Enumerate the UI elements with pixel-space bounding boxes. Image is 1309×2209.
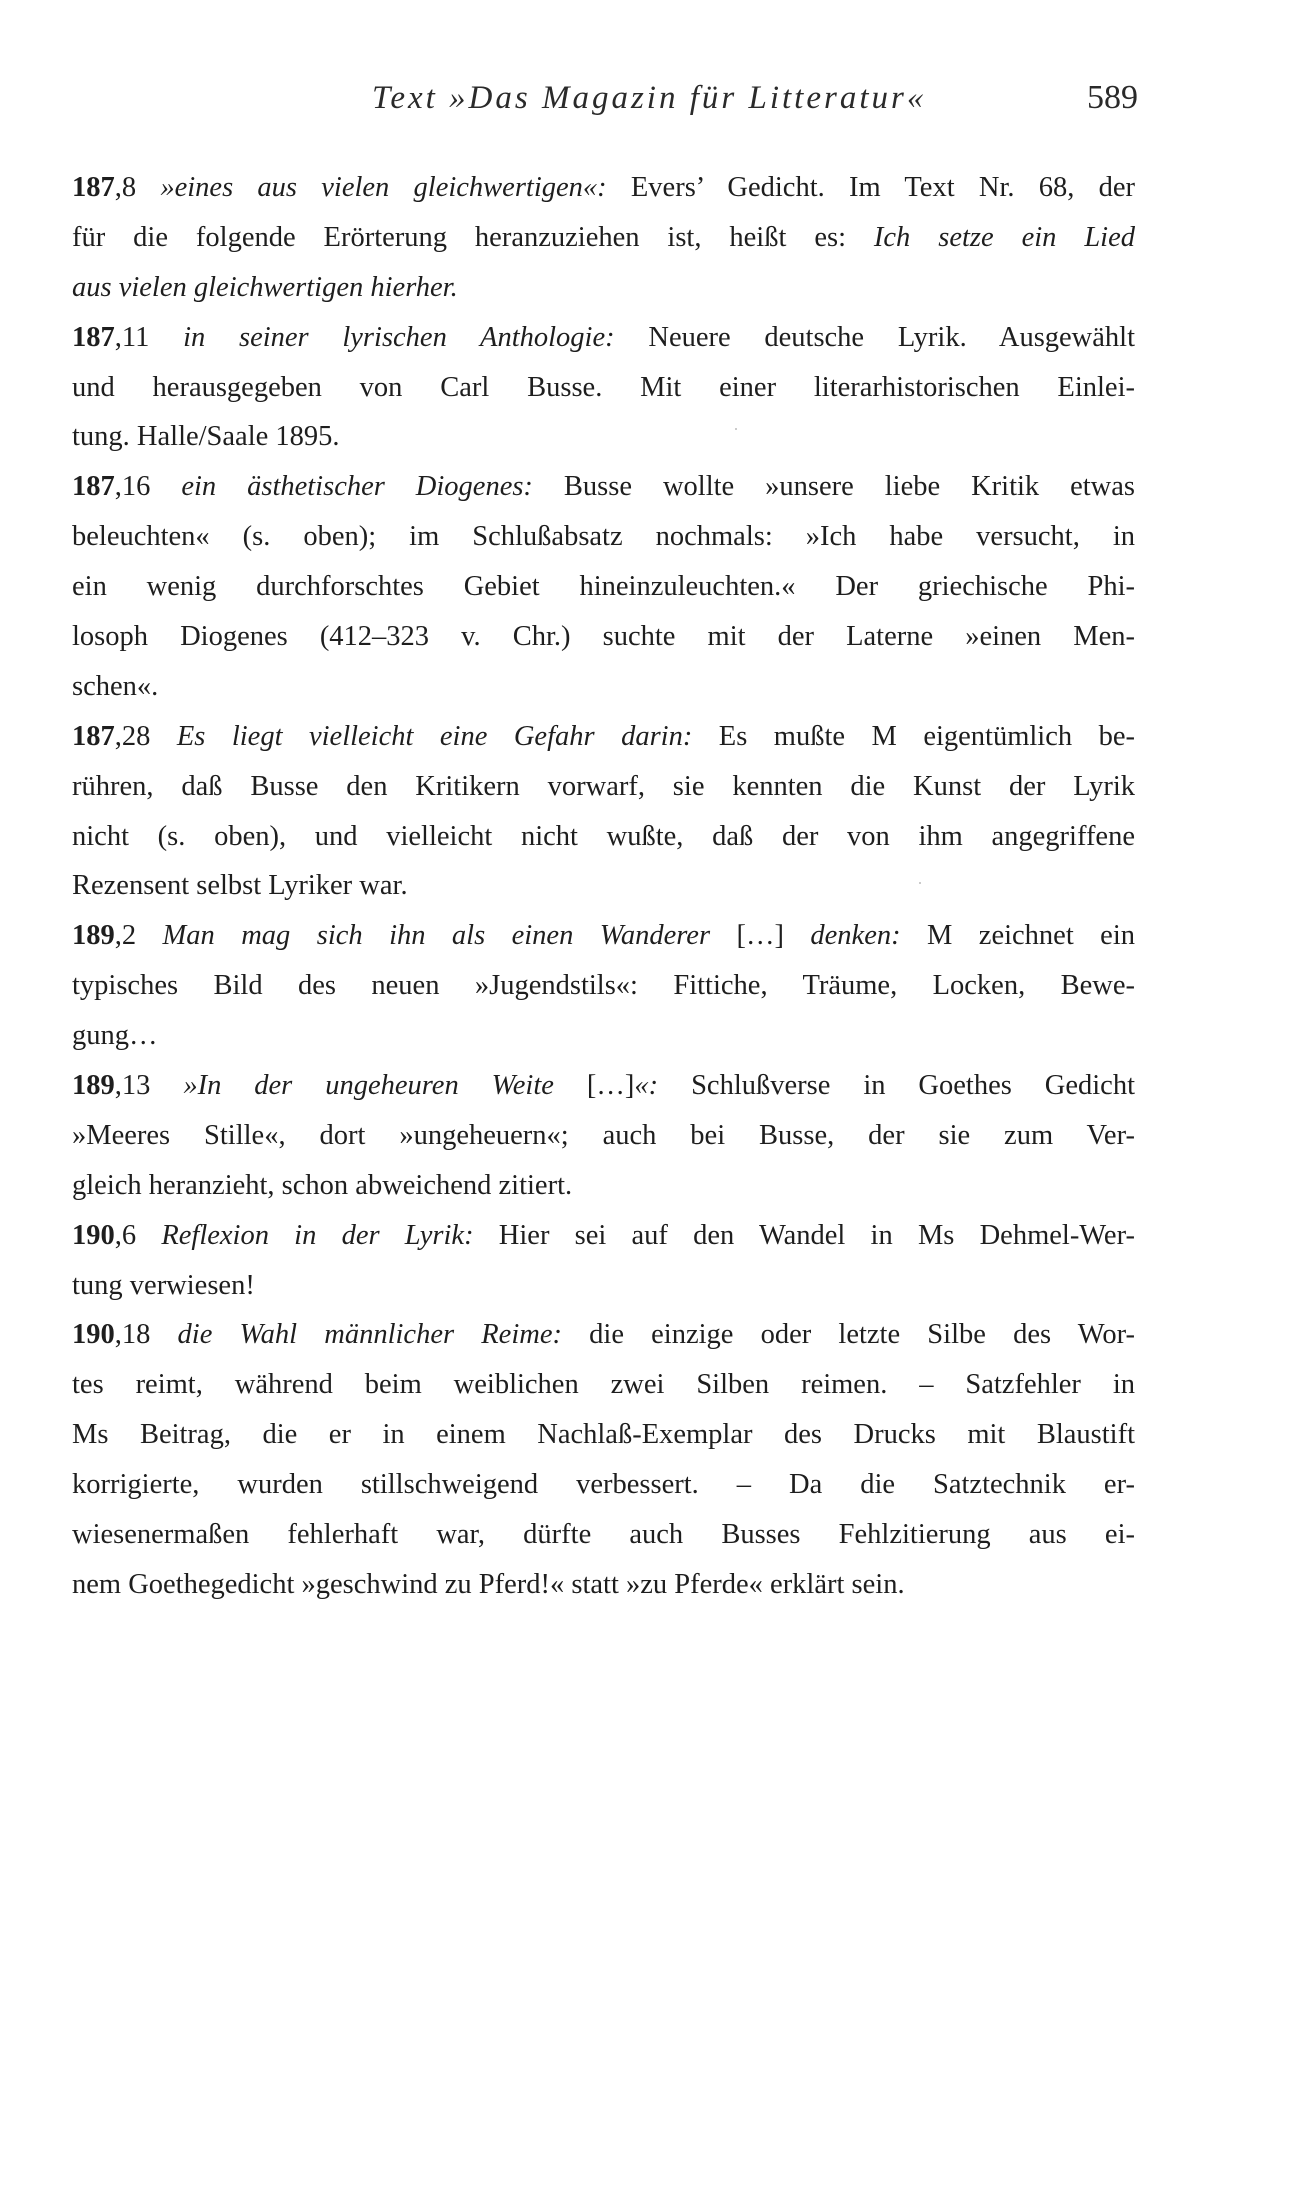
text-line	[72, 762, 1135, 812]
text-line	[72, 1111, 1135, 1161]
lemma-italic: Ich setze ein Lied	[873, 221, 1135, 253]
commentary-text: gung…	[72, 1020, 158, 1052]
commentary-text: Es mußte M eigentümlich be-	[692, 720, 1135, 752]
text-line	[72, 263, 1135, 313]
commentary-text: und herausgegeben von Carl Busse. Mit einer literarhistorischen Einlei-	[72, 371, 1135, 403]
lemma-italic: Man mag sich ihn als einen Wanderer	[136, 920, 711, 952]
text-line	[72, 1261, 1135, 1311]
lemma-italic: «:	[634, 1070, 659, 1102]
text-line	[72, 1310, 1135, 1360]
commentary-text: rühren, daß Busse den Kritikern vorwarf, sie kennten die Kunst der Lyrik	[72, 770, 1135, 802]
commentary-text: Hier sei auf den Wandel in Ms Dehmel-Wer-	[473, 1219, 1135, 1251]
commentary-text: schen«.	[72, 670, 159, 702]
reference-line: ,6	[114, 1219, 137, 1251]
commentary-text: die einzige oder letzte Silbe des Wor-	[561, 1319, 1135, 1351]
running-head-title: Text »Das Magazin für Litteratur«	[372, 80, 927, 116]
text-line	[72, 213, 1135, 263]
lemma-italic: Reflexion in der Lyrik:	[136, 1219, 474, 1251]
lemma-italic: aus vielen gleichwertigen hierher.	[72, 271, 458, 303]
text-line	[72, 462, 1135, 512]
text-line	[72, 1211, 1135, 1261]
text-line	[72, 961, 1135, 1011]
reference-line: ,8	[114, 172, 137, 203]
reference-page: 190	[72, 1219, 115, 1251]
reference-line: ,16	[114, 471, 151, 503]
text-line	[72, 163, 1135, 213]
text-line	[72, 1460, 1135, 1510]
commentary-text: ein wenig durchforschtes Gebiet hineinzuleuchten.« Der griechische Phi-	[72, 571, 1135, 603]
reference-line: ,18	[114, 1319, 151, 1351]
commentary-text: »Meeres Stille«, dort »ungeheuern«; auch bei Busse, der sie zum Ver-	[72, 1119, 1135, 1151]
lemma-italic: denken:	[810, 920, 901, 952]
lemma-italic: Es liegt vielleicht eine Gefahr darin:	[150, 720, 693, 752]
commentary-text: […]	[553, 1070, 635, 1102]
lemma-italic: »eines aus vielen gleichwertigen«:	[136, 172, 607, 203]
commentary-entry	[72, 712, 1135, 912]
reference-page: 187	[72, 471, 115, 503]
text-line	[72, 1360, 1135, 1410]
text-line	[72, 412, 1135, 462]
reference-line: ,11	[114, 321, 150, 353]
commentary-text: korrigierte, wurden stillschweigend verbessert. – Da die Satztechnik er-	[72, 1469, 1135, 1501]
commentary-text: Ms Beitrag, die er in einem Nachlaß-Exemplar des Drucks mit Blaustift	[72, 1419, 1135, 1451]
running-head	[372, 76, 1138, 120]
reference-page: 189	[72, 1070, 115, 1102]
scan-speck	[735, 428, 737, 430]
reference-line: ,28	[114, 720, 151, 752]
commentary-text: […]	[710, 920, 811, 952]
commentary-text: für die folgende Erörterung heranzuziehen ist, heißt es:	[72, 221, 874, 253]
text-line	[72, 612, 1135, 662]
commentary-text: beleuchten« (s. oben); im Schlußabsatz nochmals: »Ich habe versucht, in	[72, 521, 1135, 553]
commentary-entry	[72, 313, 1135, 463]
scan-speck	[919, 882, 921, 884]
reference-page: 190	[72, 1319, 115, 1351]
commentary-text: Evers’ Gedicht. Im Text Nr. 68, der	[606, 172, 1135, 203]
text-line	[72, 562, 1135, 612]
commentary-text: tung verwiesen!	[72, 1269, 255, 1301]
reference-page: 187	[72, 321, 115, 353]
reference-page: 187	[72, 172, 115, 203]
commentary-entry	[72, 1310, 1135, 1609]
text-line	[72, 861, 1135, 911]
commentary-text: tes reimt, während beim weiblichen zwei Silben reimen. – Satzfehler in	[72, 1369, 1135, 1401]
text-line	[72, 512, 1135, 562]
reference-line: ,2	[114, 920, 137, 952]
commentary-text: gleich heranzieht, schon abweichend zitiert.	[72, 1169, 573, 1201]
text-line	[72, 712, 1135, 762]
page-number: 589	[1087, 79, 1138, 116]
text-line	[72, 1161, 1135, 1211]
reference-page: 189	[72, 920, 115, 952]
text-line	[72, 1061, 1135, 1111]
commentary-text: nicht (s. oben), und vielleicht nicht wußte, daß der von ihm angegriffene	[72, 820, 1135, 852]
commentary-text: losoph Diogenes (412–323 v. Chr.) suchte mit der Laterne »einen Men-	[72, 621, 1135, 653]
lemma-italic: die Wahl männlicher Reime:	[150, 1319, 562, 1351]
commentary-text: tung. Halle/Saale 1895.	[72, 421, 340, 453]
commentary-text: Schlußverse in Goethes Gedicht	[658, 1070, 1135, 1102]
text-line	[72, 313, 1135, 363]
commentary-text: M zeichnet ein	[900, 920, 1135, 952]
reference-line: ,13	[114, 1070, 151, 1102]
lemma-italic: »In der ungeheuren Weite	[150, 1070, 554, 1102]
commentary-entry	[72, 462, 1135, 711]
text-line	[72, 363, 1135, 413]
text-line	[72, 662, 1135, 712]
commentary-text: typisches Bild des neuen »Jugendstils«: Fittiche, Träume, Locken, Bewe-	[72, 970, 1135, 1002]
commentary-text: wiesenermaßen fehlerhaft war, dürfte auch Busses Fehlzitierung aus ei-	[72, 1519, 1135, 1551]
text-line	[72, 1011, 1135, 1061]
text-line	[72, 1560, 1135, 1610]
commentary-entry	[72, 1061, 1135, 1211]
commentary-text: nem Goethegedicht »geschwind zu Pferd!« statt »zu Pferde« erklärt sein.	[72, 1568, 905, 1600]
commentary-text: Neuere deutsche Lyrik. Ausgewählt	[614, 321, 1136, 353]
text-line	[72, 812, 1135, 862]
commentary-entry	[72, 1211, 1135, 1311]
commentary-notes	[72, 163, 1135, 1610]
text-line	[72, 1510, 1135, 1560]
commentary-entry	[72, 911, 1135, 1061]
reference-page: 187	[72, 720, 115, 752]
text-line	[72, 911, 1135, 961]
commentary-entry	[72, 163, 1135, 313]
commentary-text: Busse wollte »unsere liebe Kritik etwas	[532, 471, 1135, 503]
commentary-text: Rezensent selbst Lyriker war.	[72, 870, 408, 902]
text-line	[72, 1410, 1135, 1460]
lemma-italic: ein ästhetischer Diogenes:	[150, 471, 533, 503]
lemma-italic: in seiner lyrischen Anthologie:	[149, 321, 615, 353]
